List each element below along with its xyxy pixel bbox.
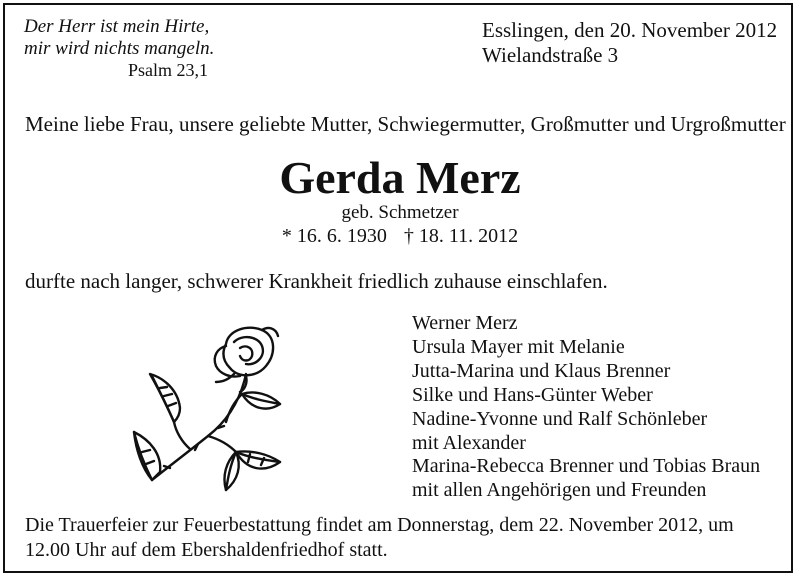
mourner-line: Marina-Rebecca Brenner und Tobias Braun — [412, 455, 761, 478]
psalm-quote — [24, 16, 214, 60]
funeral-line: 12.00 Uhr auf dem Ebershaldenfriedhof statt. — [25, 539, 388, 561]
psalm-line: mir wird nichts mangeln. — [24, 38, 215, 59]
life-dates — [0, 224, 800, 248]
rose-illustration-icon — [130, 322, 290, 492]
mourner-line: mit allen Angehörigen und Freunden — [412, 479, 707, 502]
mourner-line: Silke und Hans-Günter Weber — [412, 383, 653, 406]
psalm-reference: Psalm 23,1 — [128, 60, 209, 80]
death-date: † 18. 11. 2012 — [403, 225, 519, 247]
funeral-notice — [25, 513, 734, 563]
birth-name: geb. Schmetzer — [341, 202, 459, 223]
passing-text: durfte nach langer, schwerer Krankheit friedlich zuhause einschlafen. — [25, 269, 608, 293]
place-date: Esslingen, den 20. November 2012 — [482, 18, 778, 42]
mourner-line: Nadine-Yvonne und Ralf Schönleber — [412, 407, 708, 430]
intro-text: Meine liebe Frau, unsere geliebte Mutter, Schwiegermutter, Großmutter und Urgroßmutter — [25, 112, 786, 136]
mourner-line: Jutta-Marina und Klaus Brenner — [412, 359, 671, 382]
deceased-name: Gerda Merz — [279, 152, 521, 203]
place-date-block — [482, 18, 777, 68]
mourner-line: Ursula Mayer mit Melanie — [412, 335, 625, 358]
mourners-list — [412, 312, 760, 503]
psalm-line: Der Herr ist mein Hirte, — [24, 16, 210, 37]
mourner-line: Werner Merz — [412, 312, 518, 334]
birth-date: * 16. 6. 1930 — [281, 225, 387, 247]
funeral-line: Die Trauerfeier zur Feuerbestattung findet am Donnerstag, dem 22. November 2012, um — [25, 514, 734, 536]
mourner-line: mit Alexander — [412, 431, 526, 454]
address: Wielandstraße 3 — [482, 43, 619, 67]
